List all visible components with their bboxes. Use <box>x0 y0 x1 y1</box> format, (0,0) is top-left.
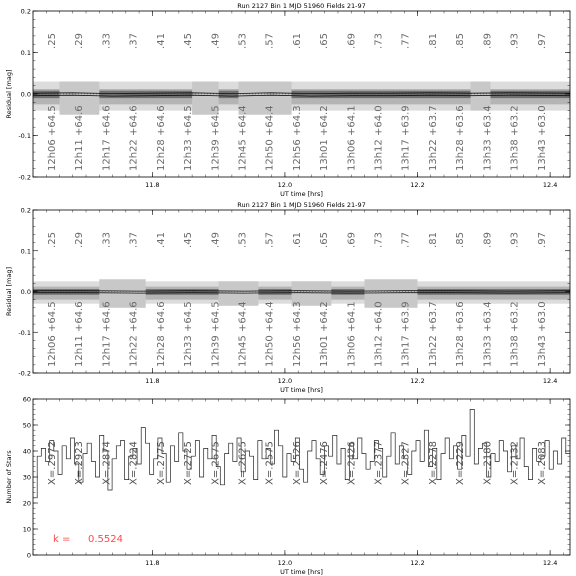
airmass-label: X=.2972 <box>47 441 58 485</box>
field-coordinate-label: 12h06 +64.5 <box>47 105 58 171</box>
field-coordinate-label: 12h17 +64.6 <box>101 301 113 367</box>
y-tick-label: 0 <box>26 551 31 560</box>
airmass-label: X=.2083 <box>536 441 548 485</box>
field-coordinate-label: 13h33 +63.4 <box>482 105 494 171</box>
field-fraction-label: .41 <box>155 232 167 248</box>
y-tick-label: 0.2 <box>20 206 31 215</box>
field-fraction-label: .45 <box>183 232 195 248</box>
airmass-label: X=.2725 <box>183 441 195 485</box>
field-fraction-label: .49 <box>210 232 222 248</box>
x-tick-label: 11.8 <box>145 181 160 189</box>
field-coordinate-label: 12h11 +64.6 <box>74 301 86 367</box>
y-tick-label: -0.2 <box>18 173 31 182</box>
field-coordinate-label: 12h22 +64.6 <box>128 105 140 171</box>
field-fraction-label: .97 <box>536 232 548 248</box>
field-fraction-label: .73 <box>373 33 385 49</box>
field-fraction-label: .85 <box>455 232 467 248</box>
y-tick-label: 50 <box>22 421 31 430</box>
field-coordinate-label: 12h50 +64.4 <box>264 105 276 171</box>
airmass-label: X=.2625 <box>237 441 249 485</box>
field-fraction-label: .77 <box>400 33 412 49</box>
airmass-label: X=.2526 <box>291 441 303 485</box>
k-label: k = <box>53 534 71 545</box>
y-tick-label: 0.0 <box>20 90 31 99</box>
y-tick-label: 20 <box>22 499 31 508</box>
field-fraction-label: .97 <box>536 33 548 49</box>
y-tick-label: -0.1 <box>18 132 31 140</box>
field-coordinate-label: 13h22 +63.7 <box>427 301 439 367</box>
field-coordinate-label: 12h39 +64.5 <box>210 105 222 171</box>
panel-title: Run 2127 Bin 1 MJD 51960 Fields 21-97 <box>237 201 366 209</box>
y-tick-label: 10 <box>22 525 31 534</box>
field-coordinate-label: 12h45 +64.4 <box>237 301 249 367</box>
y-tick-label: -0.1 <box>18 328 31 337</box>
airmass-label: X=.2775 <box>155 441 167 485</box>
field-coordinate-label: 12h28 +64.6 <box>155 105 167 171</box>
x-tick-label: 12.0 <box>277 377 293 385</box>
x-tick-label: 12.2 <box>410 377 425 385</box>
field-fraction-label: .53 <box>237 33 249 49</box>
y-axis-title: Number of Stars <box>5 450 13 504</box>
x-tick-label: 12.4 <box>542 559 558 567</box>
y-tick-label: 40 <box>22 447 31 456</box>
field-fraction-label: .57 <box>264 232 276 248</box>
field-fraction-label: .25 <box>47 33 58 49</box>
x-axis-title: UT time [hrs] <box>280 386 323 394</box>
field-coordinate-label: 13h43 +63.0 <box>536 301 548 367</box>
field-coordinate-label: 13h17 +63.9 <box>400 301 412 367</box>
field-coordinate-label: 12h45 +64.4 <box>237 105 249 171</box>
field-fraction-label: .49 <box>210 33 222 49</box>
field-fraction-label: .61 <box>291 232 303 248</box>
field-coordinate-label: 13h17 +63.9 <box>400 105 412 171</box>
field-fraction-label: .33 <box>101 33 113 49</box>
airmass-label: X=.2675 <box>210 441 222 485</box>
field-coordinate-label: 13h01 +64.2 <box>319 301 331 367</box>
field-coordinate-label: 13h22 +63.7 <box>427 105 439 171</box>
x-tick-label: 11.8 <box>145 377 160 385</box>
field-fraction-label: .41 <box>155 33 167 49</box>
field-fraction-label: .61 <box>291 33 303 49</box>
field-fraction-label: .69 <box>346 232 358 248</box>
field-fraction-label: .81 <box>427 33 439 49</box>
airmass-label: X=.2923 <box>74 441 86 485</box>
airmass-label: X=.2327 <box>400 441 412 485</box>
field-fraction-label: .45 <box>183 33 195 49</box>
field-coordinate-label: 12h33 +64.5 <box>183 105 195 171</box>
y-tick-label: 0.1 <box>20 247 31 256</box>
field-coordinate-label: 13h12 +64.0 <box>373 301 385 367</box>
field-fraction-label: .29 <box>74 33 86 49</box>
field-coordinate-label: 12h50 +64.4 <box>264 301 276 367</box>
field-coordinate-label: 12h33 +64.5 <box>183 301 195 367</box>
field-fraction-label: .89 <box>482 33 494 49</box>
field-fraction-label: .53 <box>237 232 249 248</box>
field-fraction-label: .33 <box>101 232 113 248</box>
airmass-label: X=.2874 <box>101 441 113 485</box>
field-coordinate-label: 13h12 +64.0 <box>373 105 385 171</box>
field-fraction-label: .65 <box>319 33 331 49</box>
y-axis-title: Residual [mag] <box>5 69 13 119</box>
field-coordinate-label: 13h06 +64.1 <box>346 301 358 367</box>
airmass-label: X=.2278 <box>427 441 439 485</box>
airmass-label: X=.2132 <box>509 441 521 485</box>
x-axis-title: UT time [hrs] <box>280 190 323 198</box>
x-tick-label: 12.0 <box>277 559 293 567</box>
x-tick-label: 12.2 <box>410 181 425 189</box>
field-coordinate-label: 13h38 +63.2 <box>509 301 521 367</box>
x-axis-title: UT time [hrs] <box>280 568 323 576</box>
airmass-label: X=.2476 <box>319 441 331 485</box>
field-coordinate-label: 13h28 +63.6 <box>455 105 467 171</box>
field-fraction-label: .25 <box>47 232 58 248</box>
field-coordinate-label: 13h38 +63.2 <box>509 105 521 171</box>
y-tick-label: -0.2 <box>18 369 31 378</box>
field-fraction-label: .69 <box>346 33 358 49</box>
field-fraction-label: .93 <box>509 232 521 248</box>
airmass-label: X=.2426 <box>346 441 358 485</box>
y-tick-label: 60 <box>22 395 31 404</box>
panel-title: Run 2127 Bin 1 MJD 51960 Fields 21-97 <box>237 2 366 10</box>
field-fraction-label: .77 <box>400 232 412 248</box>
field-coordinate-label: 12h11 +64.6 <box>74 105 86 171</box>
field-coordinate-label: 12h17 +64.6 <box>101 105 113 171</box>
field-fraction-label: .65 <box>319 232 331 248</box>
field-coordinate-label: 13h28 +63.6 <box>455 301 467 367</box>
field-fraction-label: .29 <box>74 232 86 248</box>
y-tick-label: 0.2 <box>20 7 31 16</box>
field-coordinate-label: 13h01 +64.2 <box>319 105 331 171</box>
field-fraction-label: .73 <box>373 232 385 248</box>
k-value: 0.5524 <box>88 534 123 545</box>
field-fraction-label: .93 <box>509 33 521 49</box>
x-tick-label: 12.0 <box>277 181 293 189</box>
field-coordinate-label: 12h28 +64.6 <box>155 301 167 367</box>
field-coordinate-label: 13h43 +63.0 <box>536 105 548 171</box>
x-tick-label: 11.8 <box>145 559 160 567</box>
airmass-label: X=.2180 <box>482 441 494 485</box>
field-fraction-label: .57 <box>264 33 276 49</box>
y-tick-label: 0.0 <box>20 288 31 296</box>
panel-3 <box>5 396 570 576</box>
x-tick-label: 12.4 <box>542 377 558 385</box>
y-axis-title: Residual [mag] <box>5 266 13 317</box>
field-coordinate-label: 13h33 +63.4 <box>482 301 494 367</box>
field-fraction-label: .37 <box>128 232 140 248</box>
field-fraction-label: .89 <box>482 232 494 248</box>
y-tick-label: 30 <box>22 473 31 482</box>
field-coordinate-label: 12h22 +64.6 <box>128 301 140 367</box>
field-coordinate-label: 12h39 +64.5 <box>210 301 222 367</box>
field-fraction-label: .37 <box>128 33 140 49</box>
panel-2 <box>5 201 570 394</box>
field-coordinate-label: 12h56 +64.3 <box>291 105 303 171</box>
airmass-label: X=.2229 <box>455 441 467 485</box>
airmass-label: X=.2575 <box>264 441 276 485</box>
y-tick-label: 0.1 <box>20 49 31 57</box>
field-fraction-label: .85 <box>455 33 467 49</box>
x-tick-label: 12.4 <box>542 181 558 189</box>
airmass-label: X=.2824 <box>128 441 140 485</box>
field-coordinate-label: 12h56 +64.3 <box>291 301 303 367</box>
x-tick-label: 12.2 <box>410 559 425 567</box>
panel-1 <box>5 2 570 198</box>
field-coordinate-label: 12h06 +64.5 <box>47 301 58 367</box>
airmass-label: X=.2377 <box>373 441 385 485</box>
field-coordinate-label: 13h06 +64.1 <box>346 105 358 171</box>
field-fraction-label: .81 <box>427 232 439 248</box>
